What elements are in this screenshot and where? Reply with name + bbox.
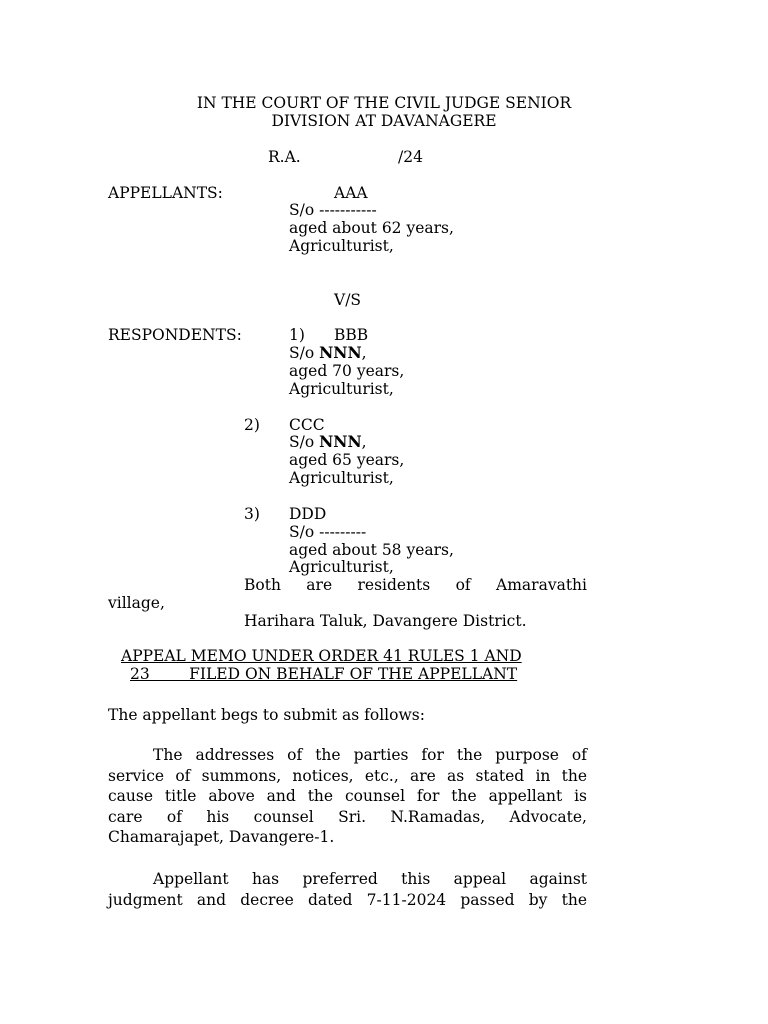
respondent-father-name: NNN [319,432,362,451]
respondent-father-name: NNN [319,343,362,362]
paragraph-line: cause title above and the counsel for the appellant is [108,787,587,806]
paragraph-line: judgment and decree dated 7-11-2024 passed by the [108,890,587,909]
respondent-age: aged about 58 years, [289,541,454,559]
court-heading-line2: DIVISION AT DAVANAGERE [271,112,497,130]
memo-title-line2: 23 FILED ON BEHALF OF THE APPELLANT [130,665,518,683]
appellant-occupation: Agriculturist, [289,237,394,255]
appellant-age: aged about 62 years, [289,219,454,237]
versus-label: V/S [334,291,362,309]
intro-text: The appellant begs to submit as follows: [108,706,425,724]
respondent-name: BBB [334,326,369,344]
respondent-occupation: Agriculturist, [289,469,394,487]
appellant-name: AAA [334,184,368,202]
respondent-number: 3) [244,505,260,523]
respondent-age: aged 70 years, [289,362,405,380]
paragraph-line: Appellant has preferred this appeal against [153,870,587,888]
case-number-prefix: R.A. [268,148,301,166]
respondent-relation: S/o NNN, [289,343,367,362]
respondent-occupation: Agriculturist, [289,380,394,398]
residence-text-line1: Both are residents of Amaravathi [244,576,587,594]
respondent-age: aged 65 years, [289,451,405,469]
paragraph-line: service of summons, notices, etc., are as stated in the [108,766,587,785]
paragraph-line: care of his counsel Sri. N.Ramadas, Advocate, [108,807,587,826]
paragraph-addresses [108,745,587,848]
respondent-relation: S/o NNN, [289,432,367,451]
residence-text-line2: village, [108,594,165,612]
memo-title-line1: APPEAL MEMO UNDER ORDER 41 RULES 1 AND [121,647,522,665]
appellant-relation: S/o ----------- [289,201,377,219]
respondent-occupation: Agriculturist, [289,558,394,576]
case-number-suffix: /24 [398,148,423,166]
respondent-number: 2) [244,416,260,434]
residence-text-line3: Harihara Taluk, Davangere District. [244,612,527,630]
appellants-label: APPELLANTS: [108,184,223,202]
respondent-name: CCC [289,416,325,434]
respondent-number: 1) [289,326,305,344]
respondent-relation: S/o --------- [289,523,367,541]
paragraph-line: The addresses of the parties for the purpose of [153,746,587,764]
court-heading-line1: IN THE COURT OF THE CIVIL JUDGE SENIOR [196,94,572,112]
residence-line [244,575,587,596]
paragraph-appeal [108,869,587,910]
respondents-label: RESPONDENTS: [108,326,242,344]
respondent-name: DDD [289,505,327,523]
paragraph-line: Chamarajapet, Davangere-1. [108,828,335,847]
